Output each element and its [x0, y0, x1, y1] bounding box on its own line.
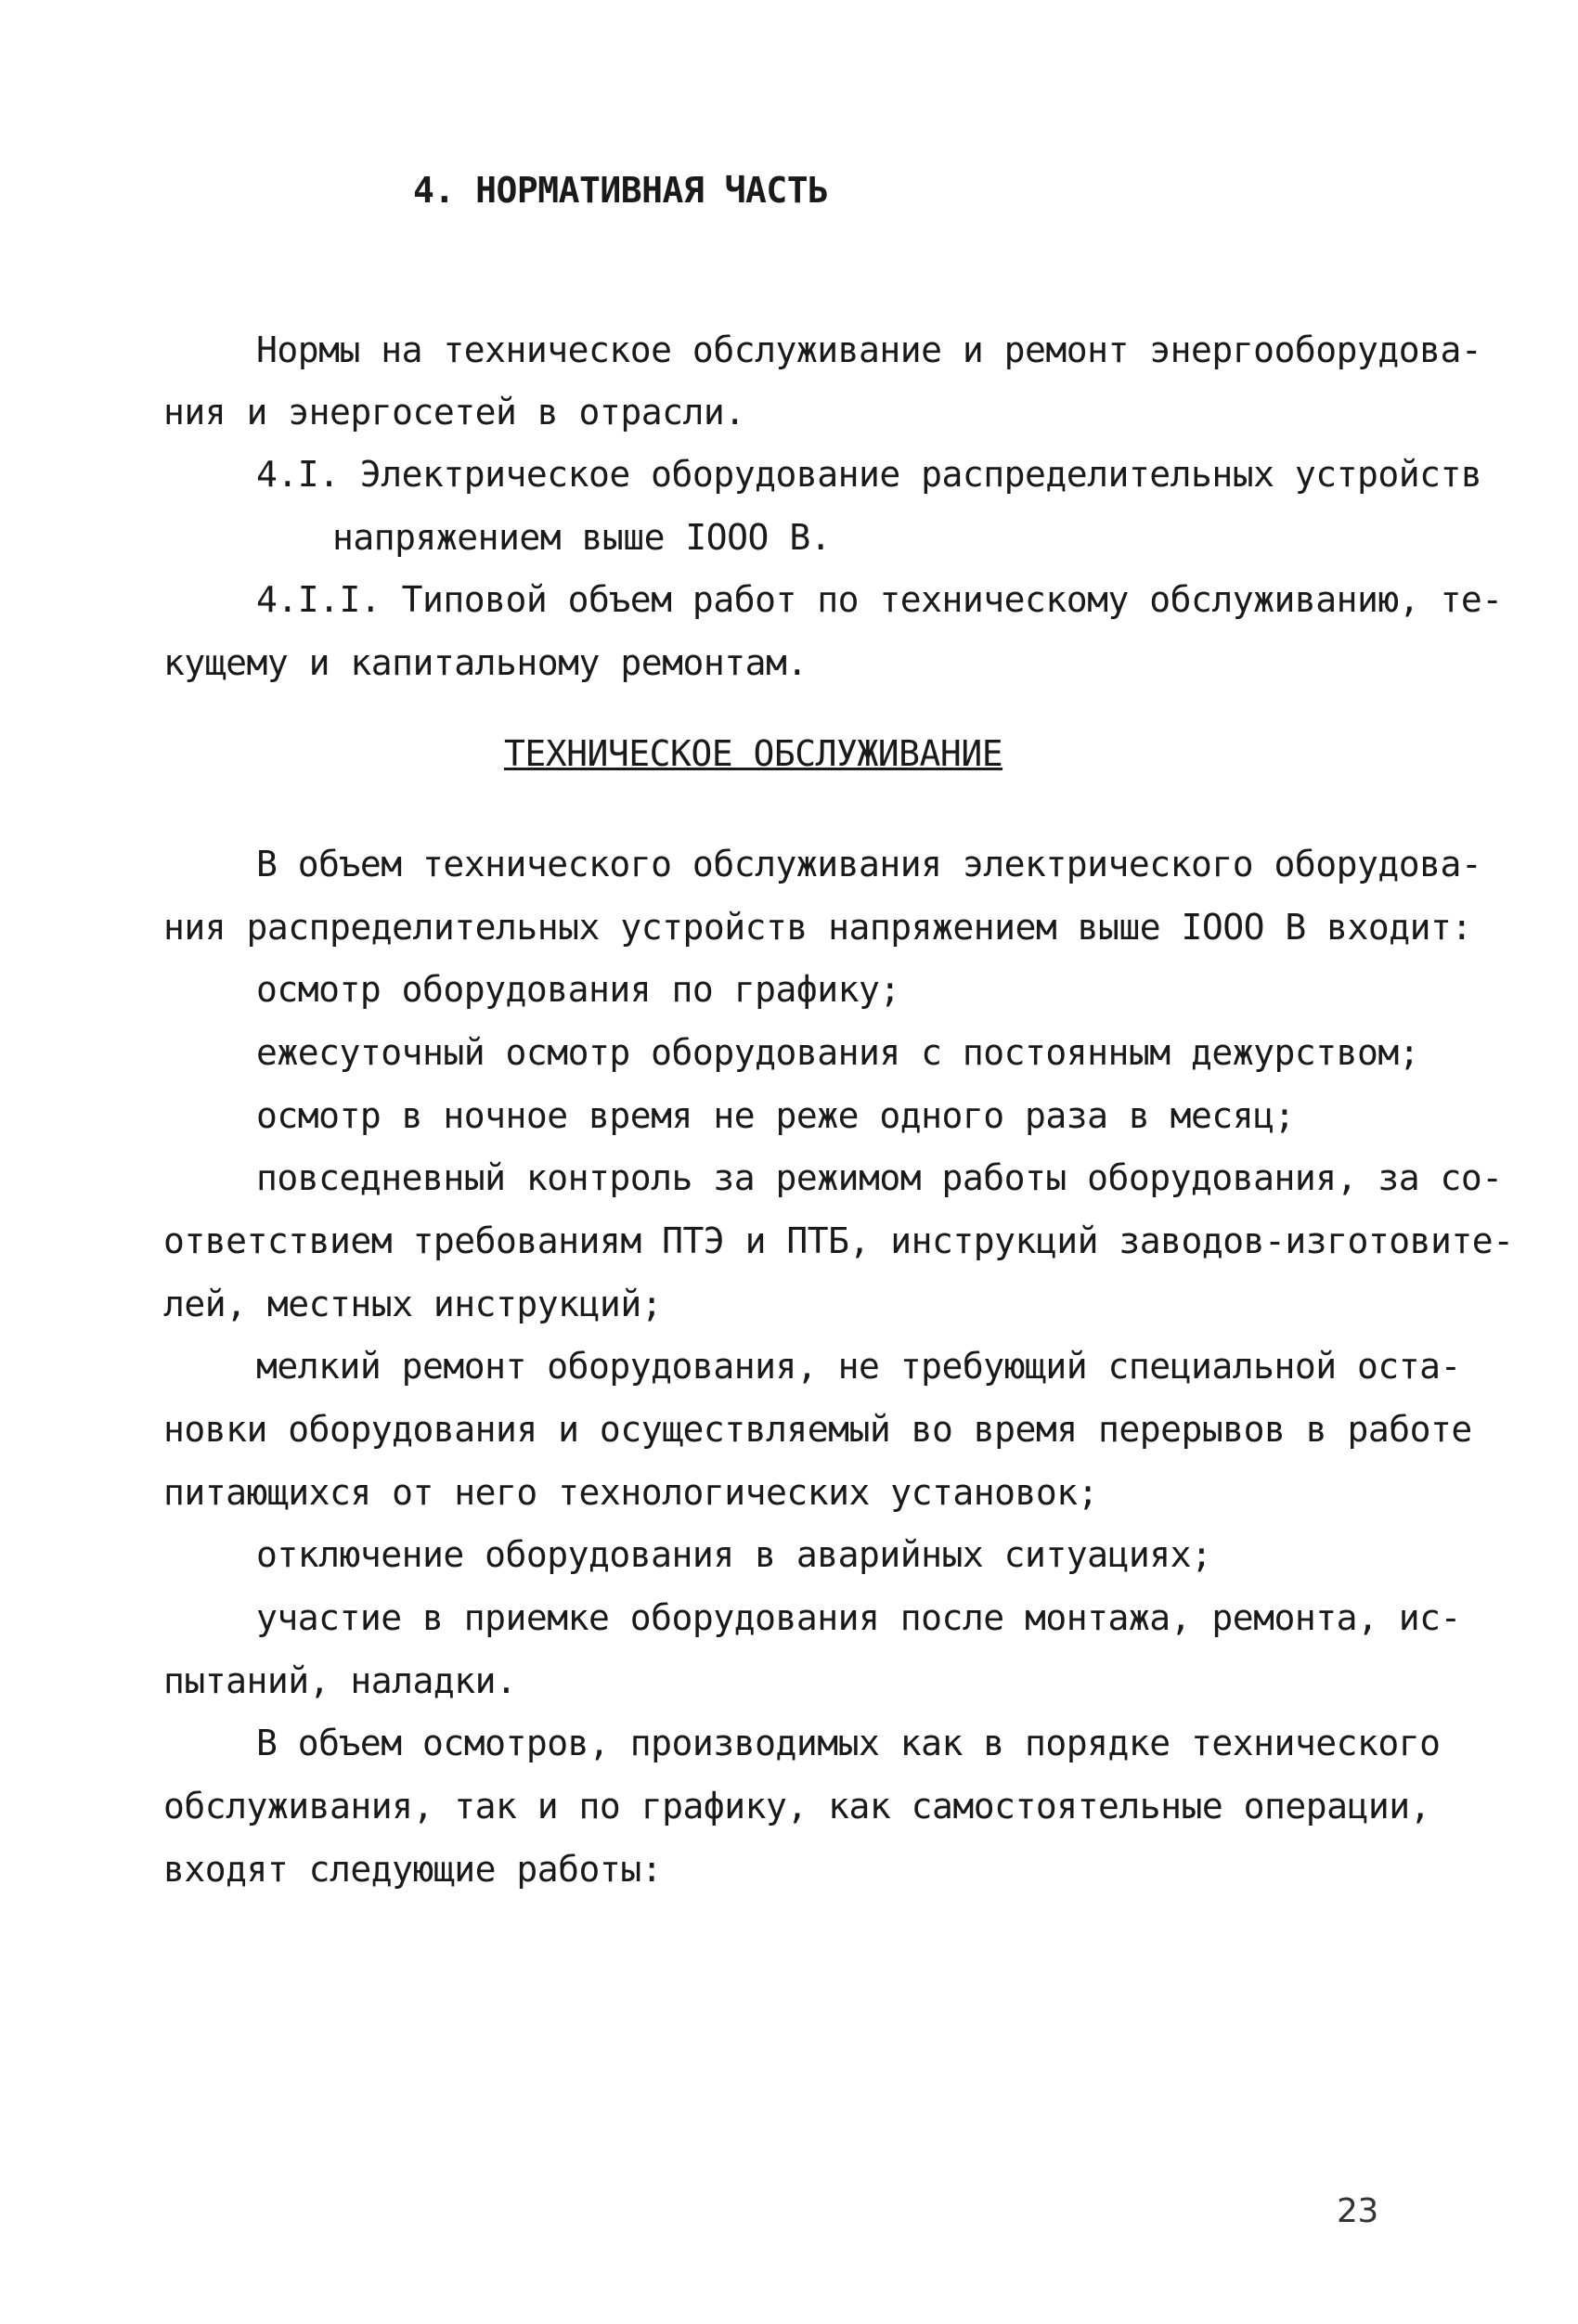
page-number: 23: [1337, 2192, 1378, 2230]
body-line-11: питающихся от него технологических установок;: [163, 1472, 1099, 1513]
section-4-1-line-2: напряжением выше IOOO В.: [332, 517, 832, 558]
body-line-14: пытаний, наладки.: [163, 1660, 517, 1701]
body-line-9: мелкий ремонт оборудования, не требующий специальной оста-: [256, 1346, 1461, 1387]
section-4-1-1-line-2: кущему и капитальному ремонтам.: [163, 642, 808, 683]
subheading: ТЕХНИЧЕСКОЕ ОБСЛУЖИВАНИЕ: [504, 733, 1003, 774]
intro-line-1: Нормы на техническое обслуживание и ремонт энергооборудова-: [256, 329, 1482, 370]
body-line-15: В объем осмотров, производимых как в порядке технического: [256, 1723, 1441, 1763]
body-line-1: В объем технического обслуживания электрического оборудова-: [256, 844, 1482, 884]
body-line-8: лей, местных инструкций;: [163, 1284, 663, 1324]
body-line-2: ния распределительных устройств напряжением выше IOOO В входит:: [163, 907, 1472, 948]
section-heading: 4. НОРМАТИВНАЯ ЧАСТЬ: [413, 170, 829, 211]
body-line-5: осмотр в ночное время не реже одного раза в месяц;: [256, 1095, 1295, 1136]
body-line-17: входят следующие работы:: [163, 1849, 663, 1890]
section-4-1-1-line-1: 4.I.I. Типовой объем работ по техническому обслуживанию, те-: [256, 579, 1503, 620]
body-line-12: отключение оборудования в аварийных ситуациях;: [256, 1534, 1212, 1575]
body-line-3: осмотр оборудования по графику;: [256, 969, 900, 1010]
body-line-16: обслуживания, так и по графику, как самостоятельные операции,: [163, 1786, 1431, 1827]
body-line-7: ответствием требованиям ПТЭ и ПТБ, инструкций заводов-изготовите-: [163, 1220, 1514, 1261]
body-line-10: новки оборудования и осуществляемый во время перерывов в работе: [163, 1409, 1472, 1450]
body-line-4: ежесуточный осмотр оборудования с постоянным дежурством;: [256, 1032, 1420, 1073]
body-line-6: повседневный контроль за режимом работы оборудования, за со-: [256, 1157, 1503, 1198]
body-line-13: участие в приемке оборудования после монтажа, ремонта, ис-: [256, 1597, 1461, 1638]
intro-line-2: ния и энергосетей в отрасли.: [163, 392, 745, 433]
section-4-1-line-1: 4.I. Электрическое оборудование распределительных устройств: [256, 454, 1482, 495]
